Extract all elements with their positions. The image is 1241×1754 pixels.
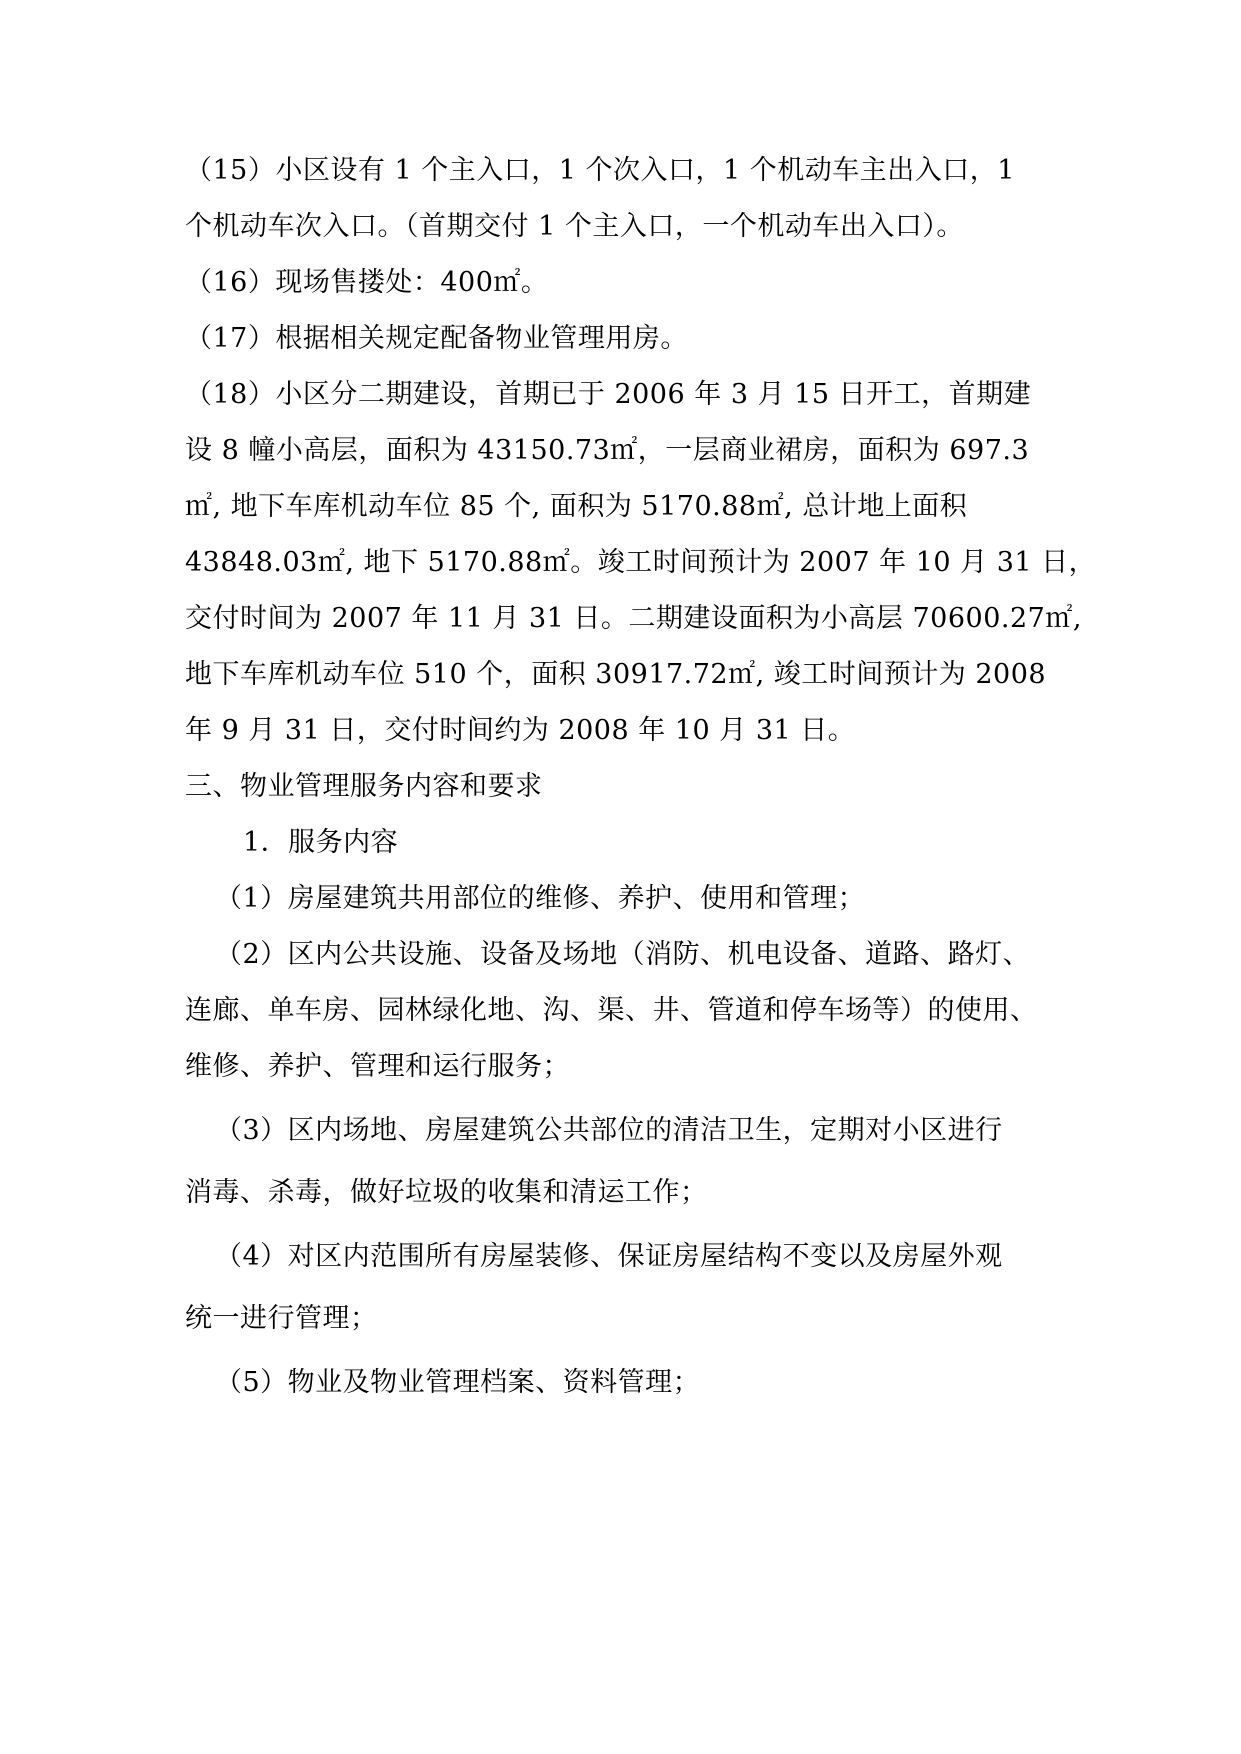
text-line: （1）房屋建筑共用部位的维修、养护、使用和管理； <box>215 883 866 914</box>
text-line: （5）物业及物业管理档案、资料管理； <box>215 1367 701 1398</box>
text-line: （3）区内场地、房屋建筑公共部位的清洁卫生，定期对小区进行 <box>215 1115 1003 1146</box>
text-line: ㎡, 地下车库机动车位 85 个, 面积为 5170.88㎡, 总计地上面积 <box>185 491 968 522</box>
text-line: 年 9 月 31 日，交付时间约为 2008 年 10 月 31 日。 <box>185 715 856 746</box>
subsection-heading: 1．服务内容 <box>243 827 399 858</box>
text-line: （4）对区内范围所有房屋装修、保证房屋结构不变以及房屋外观 <box>215 1241 1003 1272</box>
text-line: （17）根据相关规定配备物业管理用房。 <box>185 323 688 354</box>
text-line: 消毒、杀毒，做好垃圾的收集和清运工作； <box>185 1177 708 1208</box>
text-line: （2）区内公共设施、设备及场地（消防、机电设备、道路、路灯、 <box>215 939 1031 970</box>
text-line: （18）小区分二期建设，首期已于 2006 年 3 月 15 日开工，首期建 <box>185 379 1032 410</box>
text-line: （15）小区设有 1 个主入口，1 个次入口，1 个机动车主出入口，1 <box>185 155 1015 186</box>
text-line: 维修、养护、管理和运行服务； <box>185 1051 570 1082</box>
text-line: 交付时间为 2007 年 11 月 31 日。二期建设面积为小高层 70600.27㎡, <box>185 603 1082 634</box>
text-line: 个机动车次入口。（首期交付 1 个主入口，一个机动车出入口）。 <box>185 211 964 242</box>
text-line: 设 8 幢小高层，面积为 43150.73㎡，一层商业裙房，面积为 697.3 <box>185 435 1030 466</box>
text-line: 连廊、单车房、园林绿化地、沟、渠、井、管道和停车场等）的使用、 <box>185 995 1038 1026</box>
text-line: 43848.03㎡, 地下 5170.88㎡。竣工时间预计为 2007 年 10 月 31 日， <box>185 547 1097 578</box>
text-line: （16）现场售搂处：400㎡。 <box>185 267 549 298</box>
section-heading: 三、物业管理服务内容和要求 <box>185 771 543 802</box>
text-line: 统一进行管理； <box>185 1303 378 1334</box>
text-line: 地下车库机动车位 510 个，面积 30917.72㎡, 竣工时间预计为 2008 <box>185 659 1047 690</box>
